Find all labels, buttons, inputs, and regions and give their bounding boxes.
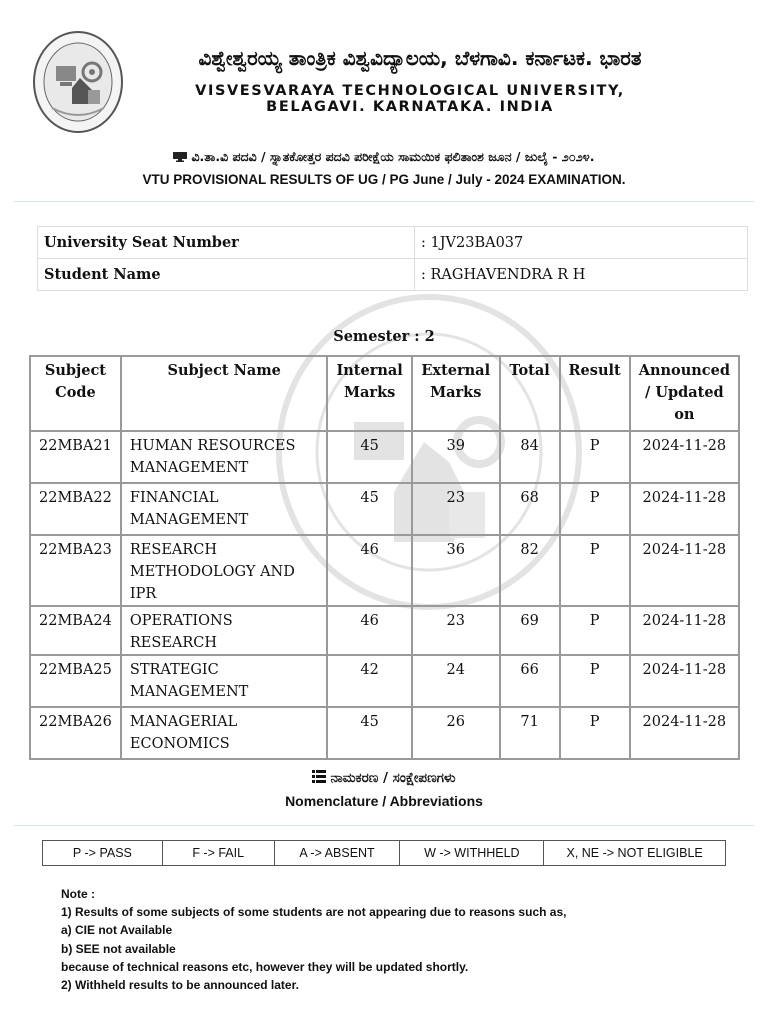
total-marks: 82 xyxy=(500,535,560,606)
subject-code: 22MBA22 xyxy=(30,483,121,535)
external-marks: 26 xyxy=(412,707,500,759)
note-line: b) SEE not available xyxy=(61,941,176,956)
nomenclature-title-kannada xyxy=(0,770,768,786)
university-name-line1: VISVESVARAYA TECHNOLOGICAL UNIVERSITY, xyxy=(195,83,625,99)
abbreviations-table xyxy=(42,840,726,866)
result: P xyxy=(560,606,630,655)
subject-name: HUMAN RESOURCES MANAGEMENT xyxy=(121,431,328,483)
external-marks: 36 xyxy=(412,535,500,606)
subject-name: MANAGERIAL ECONOMICS xyxy=(121,707,328,759)
announced-date: 2024-11-28 xyxy=(630,606,739,655)
results-subtitle-english: VTU PROVISIONAL RESULTS OF UG / PG June / July - 2024 EXAMINATION. xyxy=(142,172,626,187)
total-marks: 66 xyxy=(500,655,560,707)
abbreviation-fail: F -> FAIL xyxy=(162,841,274,866)
internal-marks: 42 xyxy=(327,655,411,707)
note-line: 2) Withheld results to be announced later. xyxy=(61,978,299,993)
header-subject-name: Subject Name xyxy=(121,356,328,431)
subject-name: STRATEGIC MANAGEMENT xyxy=(121,655,328,707)
seat-number-label: University Seat Number xyxy=(38,227,415,259)
header-internal-marks: Internal Marks xyxy=(327,356,411,431)
announced-date: 2024-11-28 xyxy=(630,483,739,535)
note-line: 1) Results of some subjects of some students are not appearing due to reasons such as, xyxy=(61,905,567,920)
note-line: a) CIE not Available xyxy=(61,923,173,938)
table-row xyxy=(30,483,739,535)
announced-date: 2024-11-28 xyxy=(630,535,739,606)
internal-marks: 45 xyxy=(327,483,411,535)
announced-date: 2024-11-28 xyxy=(630,655,739,707)
note-section xyxy=(61,885,751,994)
total-marks: 71 xyxy=(500,707,560,759)
result: P xyxy=(560,431,630,483)
external-marks: 24 xyxy=(412,655,500,707)
note-line: because of technical reasons etc, however they will be updated shortly. xyxy=(61,959,469,974)
announced-date: 2024-11-28 xyxy=(630,431,739,483)
student-info-table xyxy=(37,226,748,291)
result: P xyxy=(560,655,630,707)
abbreviation-pass: P -> PASS xyxy=(43,841,163,866)
vtu-seal-icon xyxy=(32,30,124,134)
external-marks: 23 xyxy=(412,606,500,655)
seat-number-value: : 1JV23BA037 xyxy=(415,227,748,259)
result: P xyxy=(560,483,630,535)
table-row xyxy=(30,707,739,759)
header-total: Total xyxy=(500,356,560,431)
table-row xyxy=(30,535,739,606)
total-marks: 84 xyxy=(500,431,560,483)
abbreviation-absent: A -> ABSENT xyxy=(274,841,400,866)
subject-code: 22MBA24 xyxy=(30,606,121,655)
seat-number-row xyxy=(38,227,748,259)
result: P xyxy=(560,535,630,606)
internal-marks: 45 xyxy=(327,707,411,759)
university-name-kannada: ವಿಶ್ವೇಶ್ವರಯ್ಯ ತಾಂತ್ರಿಕ ವಿಶ್ವವಿದ್ಯಾಲಯ, ಬೆಳಗಾವಿ. ಕರ್ನಾಟಕ. ಭಾರತ xyxy=(198,46,642,70)
total-marks: 68 xyxy=(500,483,560,535)
header-subject-code: Subject Code xyxy=(30,356,121,431)
divider xyxy=(14,201,754,202)
student-name-value: : RAGHAVENDRA R H xyxy=(415,259,748,291)
divider xyxy=(14,825,754,826)
subject-code: 22MBA23 xyxy=(30,535,121,606)
table-row xyxy=(30,431,739,483)
header-result: Result xyxy=(560,356,630,431)
abbreviation-not-eligible: X, NE -> NOT ELIGIBLE xyxy=(544,841,726,866)
internal-marks: 46 xyxy=(327,606,411,655)
total-marks: 69 xyxy=(500,606,560,655)
marks-table xyxy=(29,355,740,760)
subject-code: 22MBA21 xyxy=(30,431,121,483)
list-icon xyxy=(312,770,326,783)
result: P xyxy=(560,707,630,759)
subject-name: OPERATIONS RESEARCH xyxy=(121,606,328,655)
internal-marks: 45 xyxy=(327,431,411,483)
subject-code: 22MBA26 xyxy=(30,707,121,759)
external-marks: 23 xyxy=(412,483,500,535)
table-row xyxy=(30,606,739,655)
page-header xyxy=(0,0,768,140)
marks-header-row xyxy=(30,356,739,431)
student-name-row xyxy=(38,259,748,291)
monitor-icon xyxy=(173,152,187,162)
subject-name: FINANCIAL MANAGEMENT xyxy=(121,483,328,535)
internal-marks: 46 xyxy=(327,535,411,606)
header-announced: Announced / Updated on xyxy=(630,356,739,431)
semester-label: Semester : 2 xyxy=(333,328,435,345)
nomenclature-kannada-text: ನಾಮಕರಣ / ಸಂಕ್ಷೇಪಣಗಳು xyxy=(330,770,456,786)
results-subtitle-kannada xyxy=(0,149,768,165)
header-external-marks: External Marks xyxy=(412,356,500,431)
note-heading: Note : xyxy=(61,887,95,901)
table-row xyxy=(30,655,739,707)
subject-code: 22MBA25 xyxy=(30,655,121,707)
nomenclature-title: Nomenclature / Abbreviations xyxy=(285,793,483,809)
subtitle-kannada-text: ವಿ.ತಾ.ವಿ ಪದವಿ / ಸ್ನಾತಕೋತ್ತರ ಪದವಿ ಪರೀಕ್ಷೆಯ ಸಾಮಯಿಕ ಫಲಿತಾಂಶ ಜೂನ / ಜುಲೈ - ೨೦೨೪. xyxy=(191,149,595,164)
external-marks: 39 xyxy=(412,431,500,483)
abbreviation-withheld: W -> WITHHELD xyxy=(400,841,544,866)
announced-date: 2024-11-28 xyxy=(630,707,739,759)
student-name-label: Student Name xyxy=(38,259,415,291)
abbreviations-row xyxy=(43,841,726,866)
university-name-line2: BELAGAVI. KARNATAKA. INDIA xyxy=(266,99,554,115)
subject-name: RESEARCH METHODOLOGY AND IPR xyxy=(121,535,328,606)
